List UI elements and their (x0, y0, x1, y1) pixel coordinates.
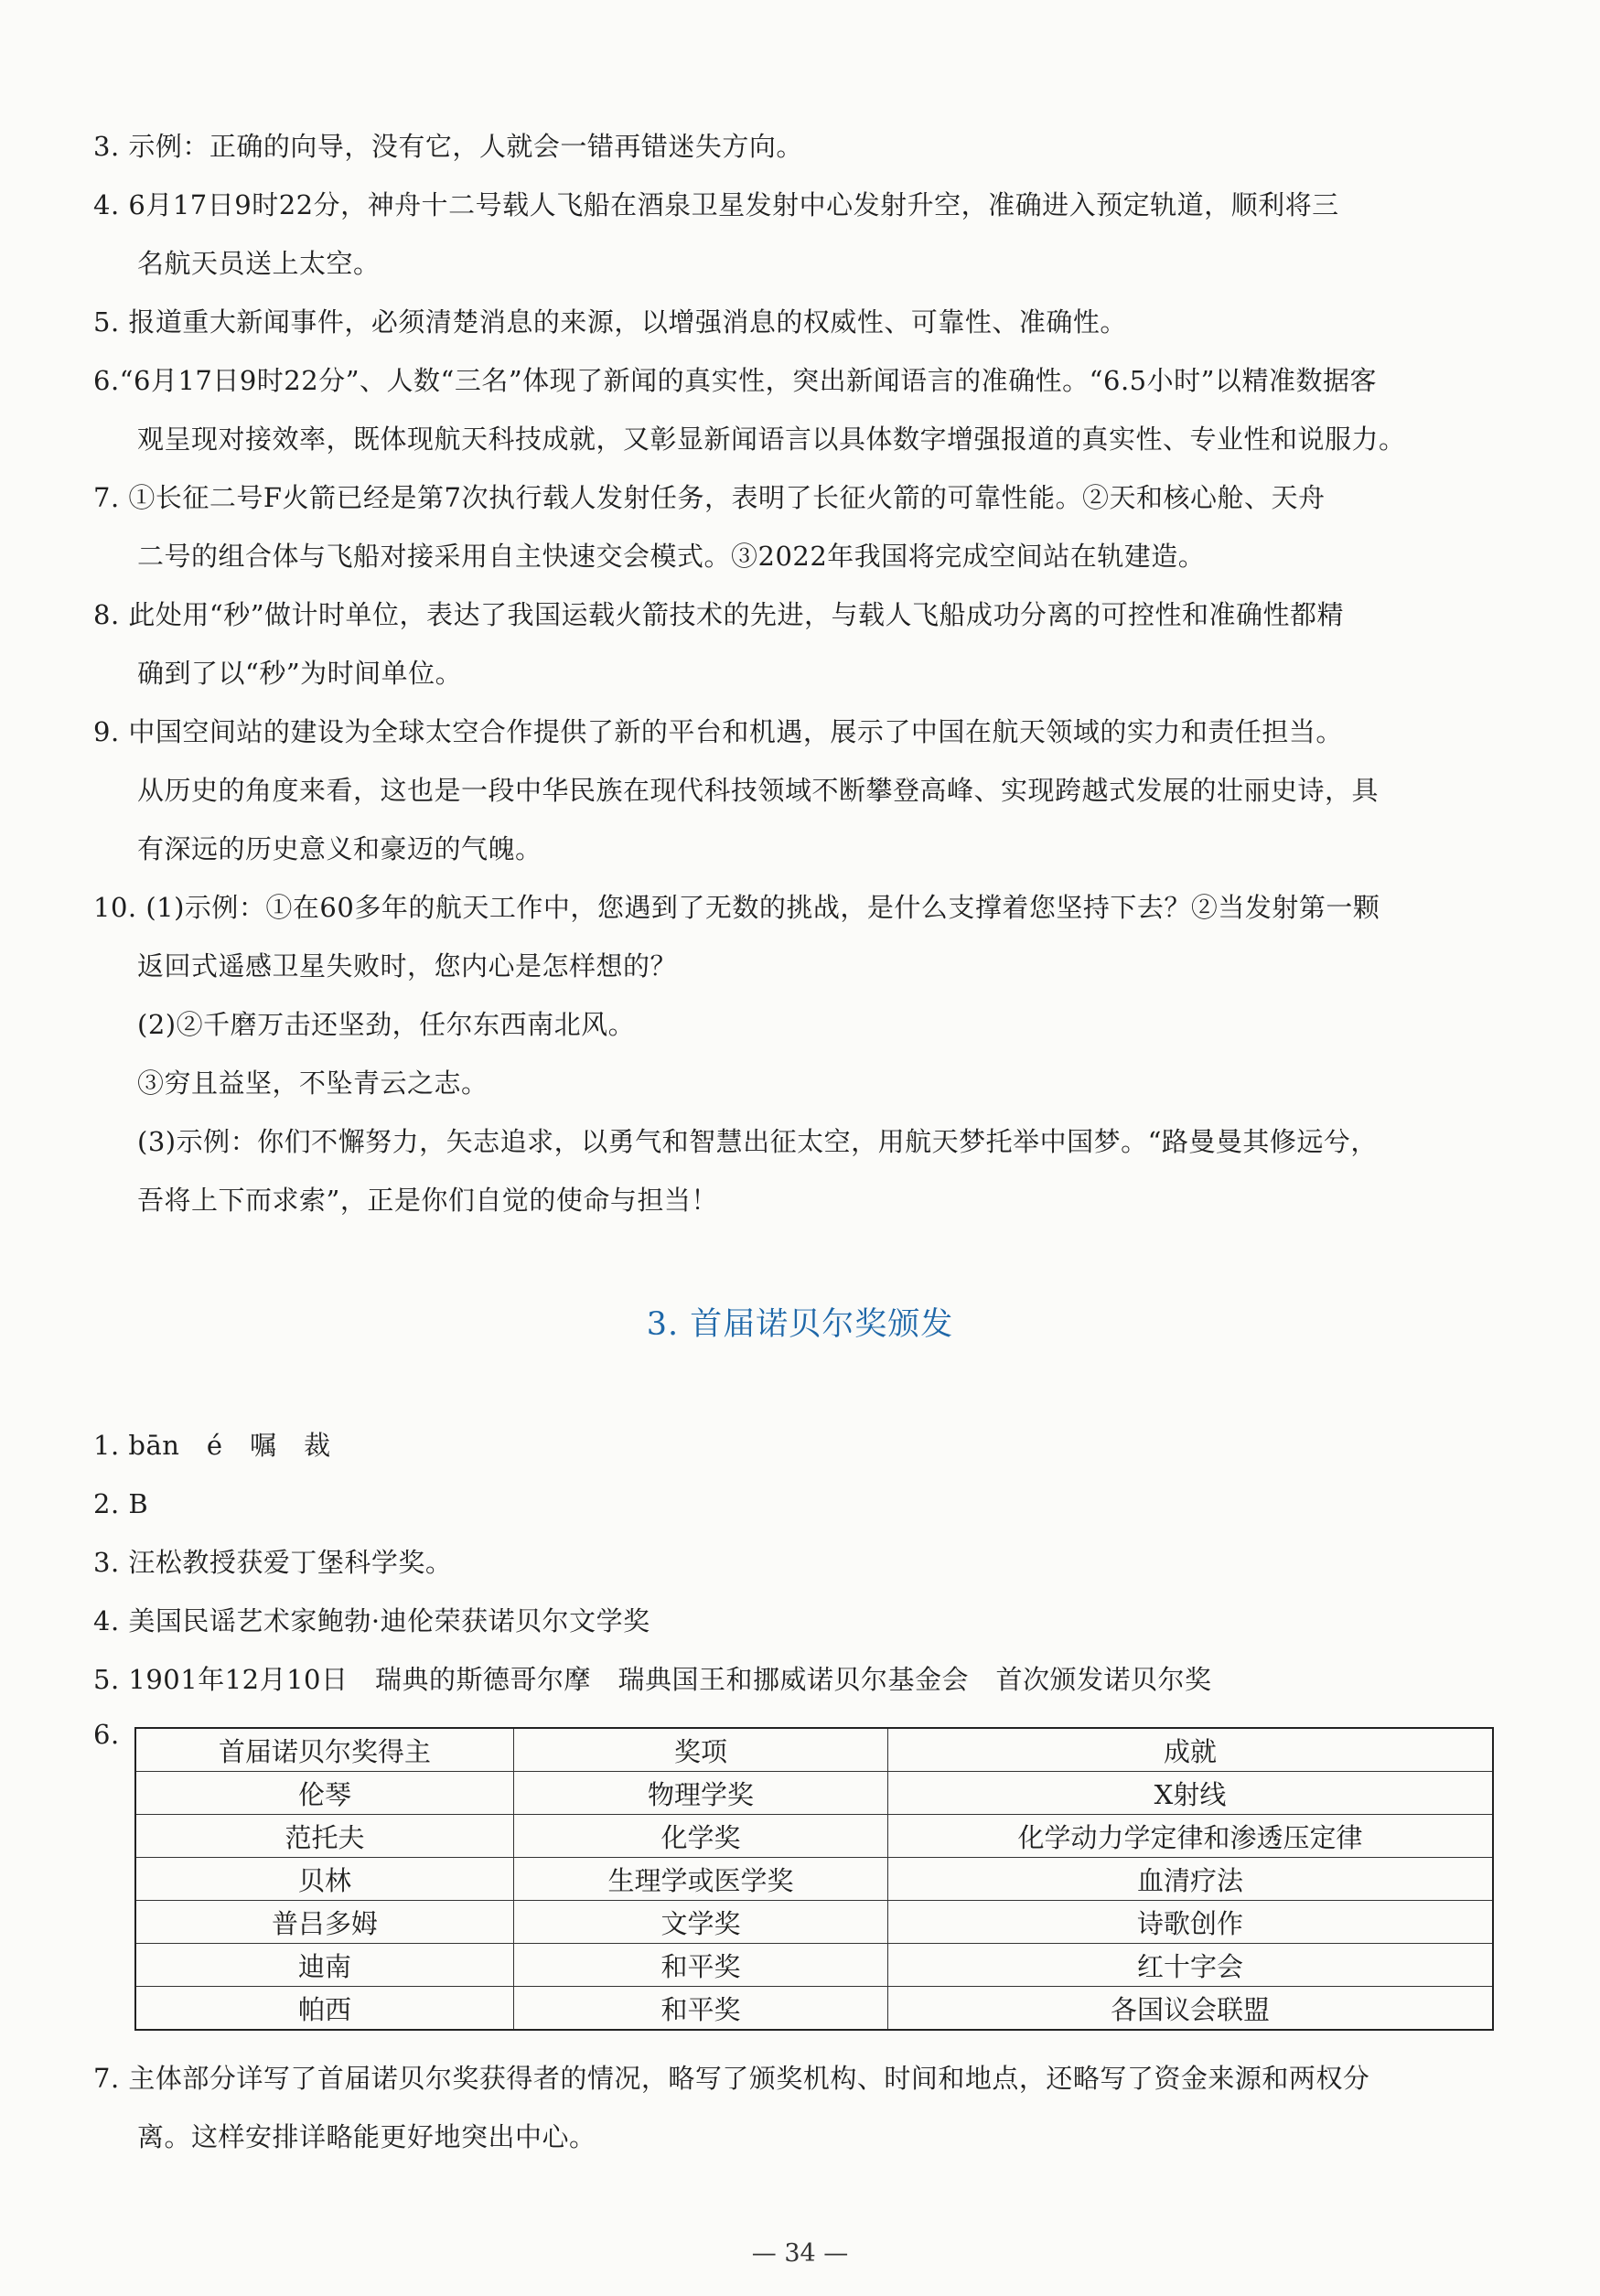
table-cell: 文学奖 (514, 1901, 888, 1944)
answer-line: (2)②千磨万击还坚劲，任尔东西南北风。 (137, 1009, 636, 1040)
answer-line: 4. 6月17日9时22分，神舟十二号载人飞船在酒泉卫星发射中心发射升空，准确进入预定轨道，顺利将三 (93, 189, 1339, 220)
answer-item (93, 703, 1502, 878)
table-cell: 诗歌创作 (888, 1901, 1494, 1944)
answer-item (93, 176, 1502, 293)
answer-line: 10. (1)示例：①在60多年的航天工作中，您遇到了无数的挑战，是什么支撑着您坚持下去？②当发射第一颗 (93, 892, 1380, 923)
table-row (135, 1772, 1493, 1815)
answer-line: 7. 主体部分详写了首届诺贝尔奖获得者的情况，略写了颁奖机构、时间和地点，还略写了资金来源和两权分 (93, 2063, 1370, 2094)
table-row (135, 1987, 1493, 2031)
answer-line: 吾将上下而求索”，正是你们自觉的使命与担当！ (137, 1185, 718, 1216)
table-header-cell: 成就 (888, 1728, 1494, 1772)
table-cell: 贝林 (135, 1858, 514, 1901)
table-cell: 物理学奖 (514, 1772, 888, 1815)
answer-7 (93, 2049, 1502, 2166)
answer-line: 3. 示例：正确的向导，没有它，人就会一错再错迷失方向。 (93, 131, 803, 162)
answer-item (93, 585, 1502, 703)
table-row (135, 1858, 1493, 1901)
answer-line: 返回式遥感卫星失败时，您内心是怎样想的？ (137, 950, 678, 982)
section-title: 3. 首届诺贝尔奖颁发 (646, 1306, 954, 1343)
answer-line: 4. 美国民谣艺术家鲍勃·迪伦荣获诺贝尔文学奖 (93, 1605, 650, 1636)
table-cell: 伦琴 (135, 1772, 514, 1815)
answer-item (93, 468, 1502, 585)
answer-item (93, 1416, 1502, 1475)
answer-line: 6.“6月17日9时22分”、人数“三名”体现了新闻的真实性，突出新闻语言的准确性。“6.5小时”以精准数据客 (93, 365, 1377, 396)
table-cell: 生理学或医学奖 (514, 1858, 888, 1901)
answer-line: 确到了以“秒”为时间单位。 (137, 658, 463, 689)
table-row (135, 1944, 1493, 1987)
table-cell: 和平奖 (514, 1987, 888, 2031)
answer-line: 9. 中国空间站的建设为全球太空合作提供了新的平台和机遇，展示了中国在航天领域的实力和责任担当。 (93, 716, 1343, 747)
answer-line: 有深远的历史意义和豪迈的气魄。 (137, 833, 542, 864)
table-cell: X射线 (888, 1772, 1494, 1815)
answer-line: 名航天员送上太空。 (137, 248, 381, 279)
answer-item (93, 293, 1502, 351)
answer-line: 5. 1901年12月10日 瑞典的斯德哥尔摩 瑞典国王和挪威诺贝尔基金会 首次颁发诺贝尔奖 (93, 1664, 1212, 1695)
answer-line: 1. bān é 嘱 裁 (93, 1430, 331, 1461)
nobel-award-table (134, 1727, 1494, 2031)
answer-line: 5. 报道重大新闻事件，必须清楚消息的来源，以增强消息的权威性、可靠性、准确性。 (93, 306, 1127, 338)
answer-line: 2. B (93, 1488, 149, 1519)
table-cell: 血清疗法 (888, 1858, 1494, 1901)
answer-line: 从历史的角度来看，这也是一段中华民族在现代科技领域不断攀登高峰、实现跨越式发展的壮丽史诗，具 (137, 775, 1380, 806)
table-header-cell: 奖项 (514, 1728, 888, 1772)
answers-top (93, 117, 1502, 1229)
answer-line: 7. ①长征二号F火箭已经是第7次执行载人发射任务，表明了长征火箭的可靠性能。②天和核心舱、天舟 (93, 482, 1326, 513)
page-number: — 34 — (751, 2239, 849, 2268)
table-cell: 化学动力学定律和渗透压定律 (888, 1815, 1494, 1858)
table-cell: 普吕多姆 (135, 1901, 514, 1944)
q6-label: 6. (93, 1719, 120, 1750)
answer-item (93, 351, 1502, 468)
answer-item (93, 117, 1502, 176)
table-cell: 各国议会联盟 (888, 1987, 1494, 2031)
answer-item (93, 1650, 1502, 1709)
answer-line: 3. 汪松教授获爱丁堡科学奖。 (93, 1547, 453, 1578)
answer-line: 离。这样安排详略能更好地突出中心。 (137, 2121, 596, 2152)
answer-line: 观呈现对接效率，既体现航天科技成就，又彰显新闻语言以具体数字增强报道的真实性、专业性和说服力。 (137, 424, 1406, 455)
table-cell: 化学奖 (514, 1815, 888, 1858)
answer-item (93, 878, 1502, 1229)
answer-line: 8. 此处用“秒”做计时单位，表达了我国运载火箭技术的先进，与载人飞船成功分离的可控性和准确性都精 (93, 599, 1345, 630)
answer-line: (3)示例：你们不懈努力，矢志追求，以勇气和智慧出征太空，用航天梦托举中国梦。“路曼曼其修远兮， (137, 1126, 1378, 1157)
answer-line: ③穷且益坚，不坠青云之志。 (137, 1068, 489, 1099)
table-cell: 范托夫 (135, 1815, 514, 1858)
table-header-row (135, 1728, 1493, 1772)
answer-item (93, 1475, 1502, 1533)
table-header-cell: 首届诺贝尔奖得主 (135, 1728, 514, 1772)
table-cell: 迪南 (135, 1944, 514, 1987)
table-cell: 和平奖 (514, 1944, 888, 1987)
answer-item (93, 1592, 1502, 1650)
answer-line: 二号的组合体与飞船对接采用自主快速交会模式。③2022年我国将完成空间站在轨建造。 (137, 541, 1206, 572)
table-cell: 帕西 (135, 1987, 514, 2031)
answer-item (93, 1533, 1502, 1592)
answers-bottom (93, 1416, 1502, 1709)
table-cell: 红十字会 (888, 1944, 1494, 1987)
table-row (135, 1901, 1493, 1944)
table-row (135, 1815, 1493, 1858)
